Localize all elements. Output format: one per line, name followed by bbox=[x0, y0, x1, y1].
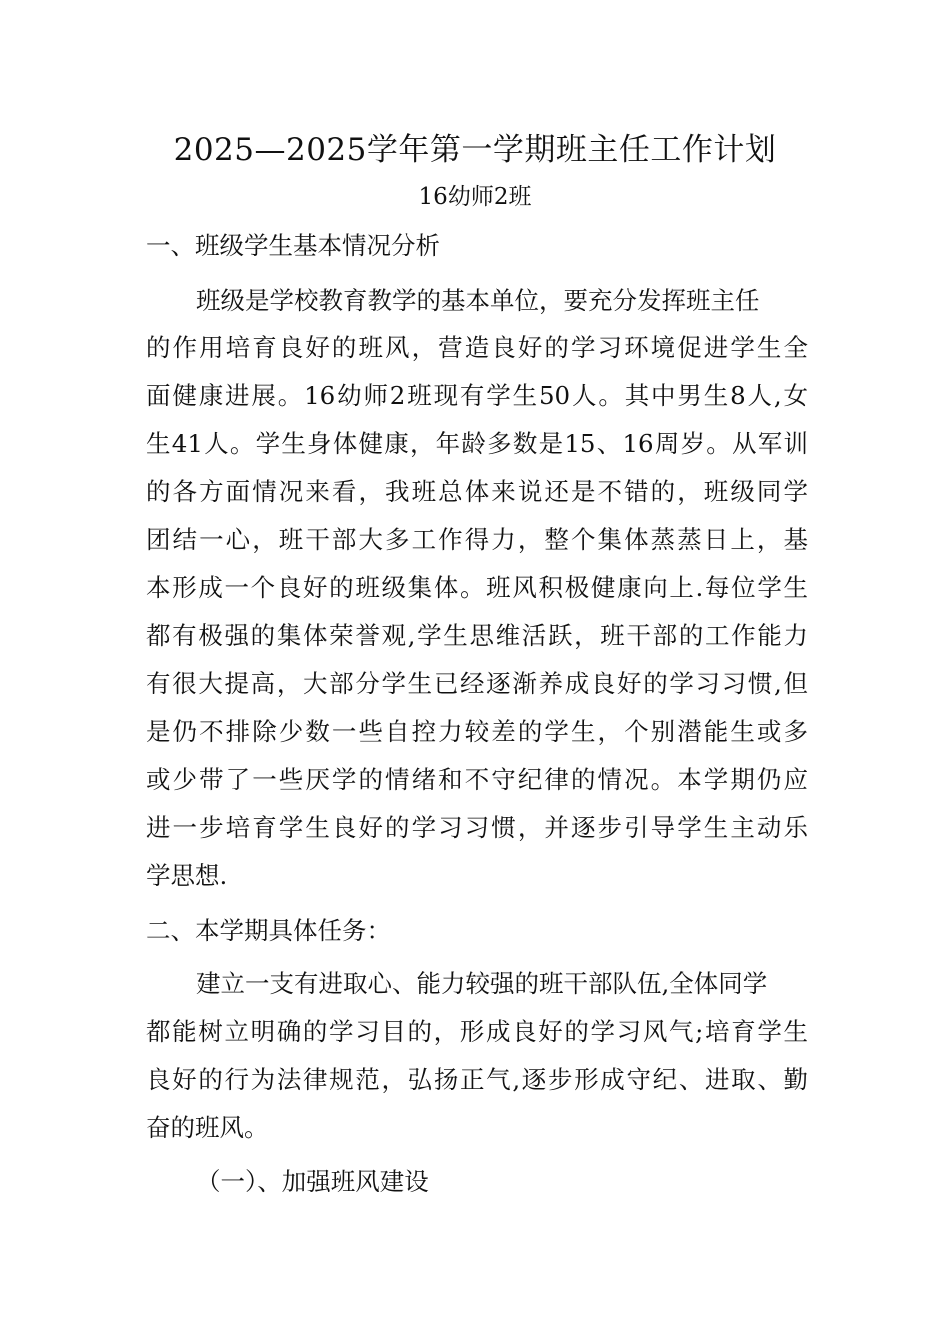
paragraph-line: 或少带了一些厌学的情绪和不守纪律的情况。本学期仍应 bbox=[146, 765, 808, 794]
paragraph-line: 进一步培育学生良好的学习习惯，并逐步引导学生主动乐 bbox=[146, 813, 808, 842]
paragraph-line: 面健康进展。16幼师2班现有学生50人。其中男生8人,女 bbox=[146, 381, 808, 410]
paragraph-line: 的各方面情况来看，我班总体来说还是不错的，班级同学 bbox=[146, 477, 808, 506]
paragraph-line: 生41人。学生身体健康，年龄多数是15、16周岁。从军训 bbox=[146, 429, 808, 458]
paragraph-line: 建立一支有进取心、能力较强的班干部队伍,全体同学 bbox=[196, 969, 768, 998]
paragraph-line: 良好的行为法律规范，弘扬正气,逐步形成守纪、进取、勤 bbox=[146, 1065, 808, 1094]
paragraph-line: 奋的班风。 bbox=[146, 1113, 269, 1142]
paragraph-line: 都有极强的集体荣誉观,学生思维活跃，班干部的工作能力 bbox=[146, 621, 808, 650]
paragraph-line: 有很大提高，大部分学生已经逐渐养成良好的学习习惯,但 bbox=[146, 669, 808, 698]
section-heading: 一、班级学生基本情况分析 bbox=[146, 231, 440, 260]
section-heading: 二、本学期具体任务： bbox=[146, 916, 391, 945]
paragraph-line: 班级是学校教育教学的基本单位，要充分发挥班主任 bbox=[196, 286, 760, 315]
paragraph-line: 学思想. bbox=[146, 861, 228, 890]
document-subtitle: 16幼师2班 bbox=[418, 184, 532, 210]
paragraph-line: 都能树立明确的学习目的，形成良好的学习风气;培育学生 bbox=[146, 1017, 808, 1046]
paragraph-line: 团结一心，班干部大多工作得力，整个集体蒸蒸日上，基 bbox=[146, 525, 808, 554]
document-title: 2025—2025学年第一学期班主任工作计划 bbox=[173, 132, 777, 168]
paragraph-line: 的作用培育良好的班风，营造良好的学习环境促进学生全 bbox=[146, 333, 808, 362]
paragraph-line: 是仍不排除少数一些自控力较差的学生，个别潜能生或多 bbox=[146, 717, 808, 746]
paragraph-line: 本形成一个良好的班级集体。班风积极健康向上.每位学生 bbox=[146, 573, 808, 602]
subsection-heading: （一）、加强班风建设 bbox=[196, 1167, 429, 1196]
